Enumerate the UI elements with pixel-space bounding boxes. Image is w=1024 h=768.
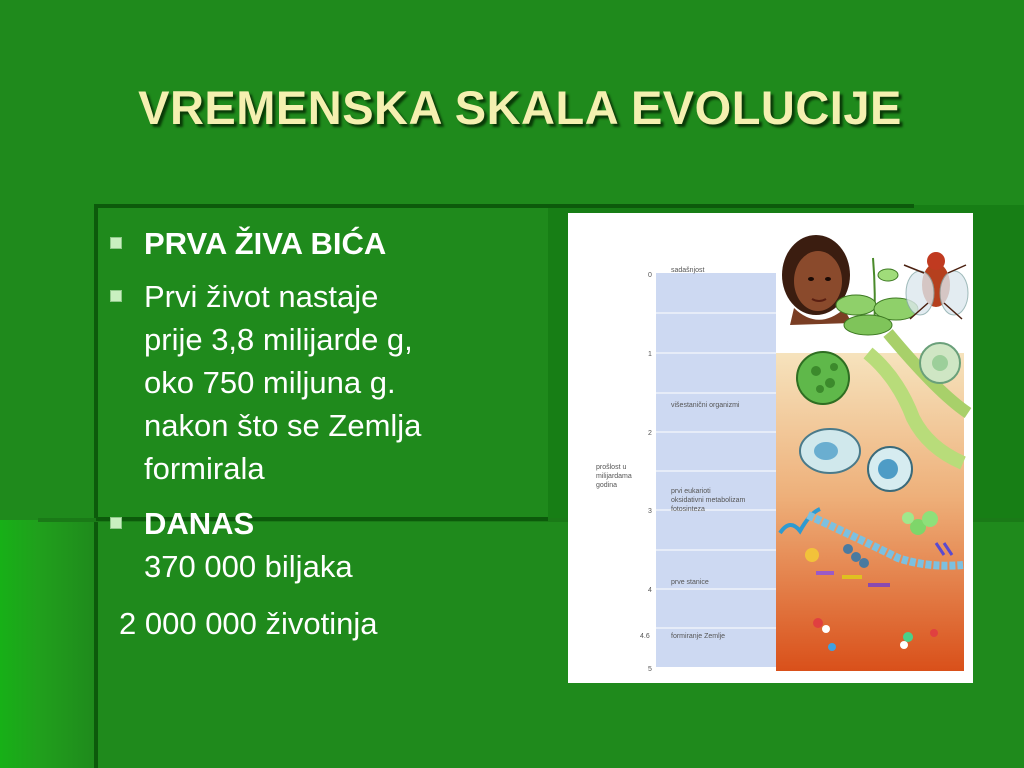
tick-label: 0 — [648, 272, 652, 279]
bullet-heading: PRVA ŽIVA BIĆA — [144, 226, 387, 261]
background-band-left — [0, 520, 96, 768]
slide-title: VREMENSKA SKALA EVOLUCIJE — [138, 81, 902, 134]
square-bullet-icon — [110, 237, 122, 249]
earth-background — [776, 353, 964, 671]
event-label: fotosinteza — [671, 506, 705, 513]
bullet-line: Prvi život nastaje — [144, 279, 379, 314]
bullet-line: prije 3,8 milijarde g, — [144, 322, 413, 357]
evolution-timeline-figure — [568, 213, 973, 683]
bullet-today — [108, 502, 548, 645]
square-bullet-icon — [110, 290, 122, 302]
bullet-line: nakon što se Zemlja — [144, 408, 422, 443]
axis-title-line: prošlost u — [596, 464, 627, 471]
bullet-life-origin — [108, 275, 548, 490]
event-label: formiranje Zemlje — [671, 633, 726, 640]
bullet-first-life — [108, 222, 548, 265]
bullet-line: formirala — [144, 451, 265, 486]
event-label: prvi eukarioti — [671, 488, 711, 495]
event-label: oksidativni metabolizam — [671, 497, 746, 504]
tick-label: 4 — [648, 587, 652, 594]
tick-label: 4.6 — [640, 633, 650, 640]
bullet-list — [108, 222, 548, 645]
bullet-line: 370 000 biljaka — [144, 549, 353, 584]
bullet-line: 2 000 000 životinja — [119, 606, 378, 641]
axis-title-line: godina — [596, 482, 618, 489]
fly-illustration — [904, 252, 968, 319]
tick-label: 3 — [648, 508, 652, 515]
frame-line-top — [94, 204, 914, 208]
bullet-heading: DANAS — [144, 506, 255, 541]
timeline-column — [656, 273, 776, 667]
tick-label: 1 — [648, 351, 652, 358]
axis-title-line: milijardama — [596, 473, 632, 480]
timeline-illustration — [568, 213, 973, 683]
frame-line-left — [94, 204, 98, 768]
event-label: prve stanice — [671, 579, 709, 586]
square-bullet-icon — [110, 517, 122, 529]
tick-label: 2 — [648, 430, 652, 437]
event-label: sadašnjost — [671, 267, 705, 274]
bullet-line: oko 750 miljuna g. — [144, 365, 396, 400]
tick-label: 5 — [648, 666, 652, 673]
algae-colony-illustration — [797, 352, 849, 404]
event-label: višestanični organizmi — [671, 402, 740, 409]
